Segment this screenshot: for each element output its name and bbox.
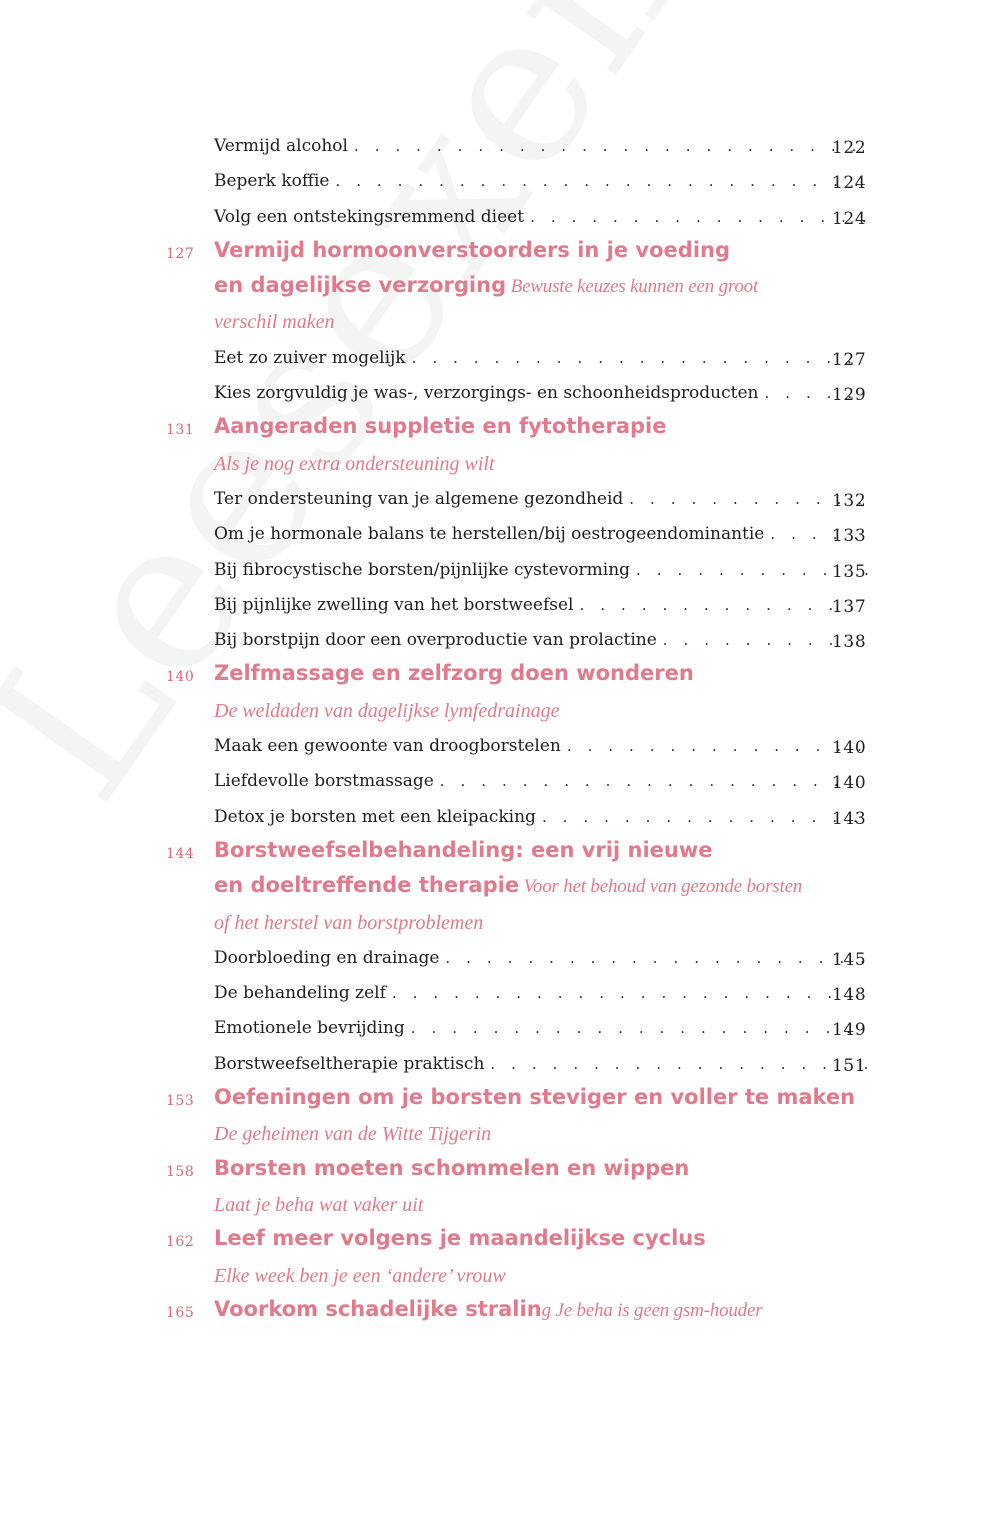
toc-entry	[0, 624, 1000, 659]
chapter-title-line	[214, 661, 694, 685]
toc-page-number: 151	[832, 1055, 867, 1076]
toc-chapter	[0, 1083, 1000, 1118]
chapter-title-line	[214, 873, 802, 898]
toc-entry-label: Bij fibrocystische borsten/pijnlijke cystevorming	[214, 559, 631, 580]
dot-leader	[445, 949, 868, 967]
chapter-title: Borstweefselbehandeling: een vrij nieuwe	[214, 837, 713, 862]
chapter-page-number: 127	[166, 245, 195, 262]
chapter-subtitle-line: De weldaden van dagelijkse lymfedrainage	[214, 699, 560, 722]
dot-leader	[542, 808, 868, 826]
toc-entry-line	[214, 983, 868, 1006]
toc-entry-label: Doorbloeding en drainage	[214, 947, 440, 968]
toc-chapter	[0, 412, 1000, 447]
chapter-subtitle-line: Als je nog extra ondersteuning wilt	[214, 452, 495, 475]
toc-entry-label: Borstweefseltherapie praktisch	[214, 1053, 485, 1074]
toc-entry	[0, 201, 1000, 236]
toc-page-number: 149	[832, 1020, 867, 1041]
chapter-page-number: 144	[166, 845, 195, 862]
chapter-page-number: 153	[166, 1093, 195, 1110]
toc-entry-label: Om je hormonale balans te herstellen/bij oestrogeendominantie	[214, 524, 765, 545]
chapter-title-line	[214, 1226, 706, 1250]
toc-entry-line	[214, 807, 868, 827]
chapter-title-line	[214, 1297, 762, 1322]
chapter-title: Aangeraden suppletie en fytotherapie	[214, 414, 667, 439]
toc-page-number: 135	[832, 561, 867, 582]
toc-entry-line	[214, 771, 868, 794]
toc-entry	[0, 1012, 1000, 1047]
chapter-title-line	[214, 1085, 855, 1109]
dot-leader	[440, 772, 868, 790]
dot-leader	[392, 984, 868, 1002]
toc-chapter-subtitle	[0, 1118, 1000, 1153]
toc-entry-label: Vermijd alcohol	[214, 136, 348, 156]
toc-entry-label: Volg een ontstekingsremmend dieet	[214, 206, 525, 227]
chapter-title: Leef meer volgens je maandelijkse cyclus	[214, 1226, 706, 1251]
toc-entry	[0, 342, 1000, 377]
chapter-page-number: 165	[166, 1304, 195, 1321]
toc-chapter-subtitle	[0, 907, 1000, 942]
toc-entry-line	[214, 348, 868, 368]
toc-page-number: 124	[832, 173, 867, 194]
toc-entry-line	[214, 560, 868, 580]
toc-page-number: 133	[832, 526, 867, 547]
toc-page-number: 137	[832, 596, 867, 617]
toc-entry	[0, 165, 1000, 200]
toc-entry-label: Kies zorgvuldig je was-, verzorgings- en schoonheidsproducten	[214, 383, 759, 404]
toc-chapter	[0, 659, 1000, 694]
toc-entry-label: Beperk koffie	[214, 171, 330, 192]
toc-entry-line	[214, 489, 868, 509]
toc-entry	[0, 483, 1000, 518]
toc-entry	[0, 1048, 1000, 1083]
chapter-subtitle: Bewuste keuzes kunnen een groot	[506, 276, 759, 298]
dot-leader	[335, 172, 868, 190]
toc-chapter-subtitle	[0, 1189, 1000, 1224]
toc-page-number: 122	[832, 138, 867, 158]
toc-page-number: 140	[832, 738, 867, 759]
chapter-title-line	[214, 238, 730, 262]
toc-entry	[0, 130, 1000, 165]
chapter-title-line	[214, 414, 666, 438]
toc-page-number: 127	[832, 349, 867, 370]
toc-entry	[0, 730, 1000, 765]
dot-leader	[412, 349, 868, 367]
chapter-subtitle-line: De geheimen van de Witte Tijgerin	[214, 1123, 492, 1146]
dot-leader	[490, 1055, 868, 1073]
toc-entry-line	[214, 1054, 868, 1074]
toc-entry	[0, 765, 1000, 800]
toc-entry-line	[214, 171, 868, 194]
toc-entry-line	[214, 207, 868, 227]
toc-chapter-subtitle	[0, 448, 1000, 483]
toc-page-number: 148	[832, 985, 867, 1006]
toc-entry-label: Maak een gewoonte van droogborstelen	[214, 736, 561, 757]
toc-chapter-subtitle	[0, 306, 1000, 341]
toc-entry-line	[214, 524, 868, 547]
toc-entry	[0, 942, 1000, 977]
toc-page-number: 140	[832, 773, 867, 794]
chapter-subtitle-line: Elke week ben je een ‘andere’ vrouw	[214, 1264, 506, 1287]
chapter-title: Borsten moeten schommelen en wippen	[214, 1155, 690, 1180]
chapter-title: Vermijd hormoonverstoorders in je voeding	[214, 237, 731, 262]
toc-page-number: 145	[832, 949, 867, 970]
toc-chapter	[0, 236, 1000, 271]
toc-entry	[0, 589, 1000, 624]
chapter-title: Voorkom schadelijke stralin	[214, 1296, 542, 1321]
toc-chapter	[0, 1224, 1000, 1259]
toc-chapter	[0, 1154, 1000, 1189]
toc-chapter-subtitle	[0, 1260, 1000, 1295]
toc-entry	[0, 977, 1000, 1012]
chapter-subtitle-line: verschil maken	[214, 311, 335, 334]
chapter-page-number: 131	[166, 422, 195, 439]
chapter-title: Zelfmassage en zelfzorg doen wonderen	[214, 661, 694, 686]
toc-entry	[0, 801, 1000, 836]
toc-entry-label: Liefdevolle borstmassage	[214, 771, 434, 792]
toc-entry-line	[214, 948, 868, 968]
toc-entry-label: Bij borstpijn door een overproductie van prolactine	[214, 630, 657, 651]
toc-entry-label: Emotionele bevrijding	[214, 1018, 405, 1039]
toc-page-number: 138	[832, 632, 867, 653]
dot-leader	[411, 1019, 868, 1037]
toc-entry-line	[214, 383, 868, 406]
toc-entry	[0, 518, 1000, 553]
dot-leader	[354, 137, 868, 155]
chapter-title: Oefeningen om je borsten steviger en voller te maken	[214, 1085, 856, 1110]
toc-entry-line	[214, 1018, 868, 1041]
chapter-title-line	[214, 1156, 689, 1180]
dot-leader	[530, 208, 868, 226]
toc-entry-label: Eet zo zuiver mogelijk	[214, 347, 406, 368]
chapter-subtitle-line: of het herstel van borstproblemen	[214, 911, 484, 934]
toc-chapter	[0, 1295, 1000, 1330]
chapter-title-line	[214, 838, 712, 862]
toc-entry-label: De behandeling zelf	[214, 983, 386, 1004]
toc-entry-line	[214, 630, 868, 653]
toc-chapter	[0, 271, 1000, 306]
toc-entry-line	[214, 736, 868, 759]
toc-entry-line	[214, 595, 868, 615]
toc-page-number: 132	[832, 490, 867, 511]
toc-entry	[0, 554, 1000, 589]
toc-entry-label: Ter ondersteuning van je algemene gezondheid	[214, 488, 624, 509]
toc-entry-label: Detox je borsten met een kleipacking	[214, 806, 536, 827]
dot-leader	[567, 737, 868, 755]
table-of-contents	[0, 130, 1000, 1330]
chapter-title: en doeltreffende therapie	[214, 873, 520, 898]
chapter-subtitle: Voor het behoud van gezonde borsten	[519, 876, 803, 898]
toc-chapter	[0, 871, 1000, 906]
chapter-subtitle-line: Laat je beha wat vaker uit	[214, 1193, 424, 1216]
chapter-page-number: 162	[166, 1234, 195, 1251]
toc-chapter-subtitle	[0, 695, 1000, 730]
toc-entry-label: Bij pijnlijke zwelling van het borstweefsel	[214, 594, 574, 615]
chapter-page-number: 158	[166, 1163, 195, 1180]
chapter-subtitle: g Je beha is geen gsm-houder	[541, 1299, 763, 1321]
chapter-page-number: 140	[166, 669, 195, 686]
toc-chapter	[0, 836, 1000, 871]
dot-leader	[580, 596, 869, 614]
chapter-title-line	[214, 273, 758, 298]
toc-page-number: 129	[832, 385, 867, 406]
toc-entry	[0, 377, 1000, 412]
toc-page-number: 124	[832, 208, 867, 229]
toc-page-number: 143	[832, 808, 867, 829]
toc-entry-line	[214, 136, 868, 156]
chapter-title: en dagelijkse verzorging	[214, 273, 507, 298]
